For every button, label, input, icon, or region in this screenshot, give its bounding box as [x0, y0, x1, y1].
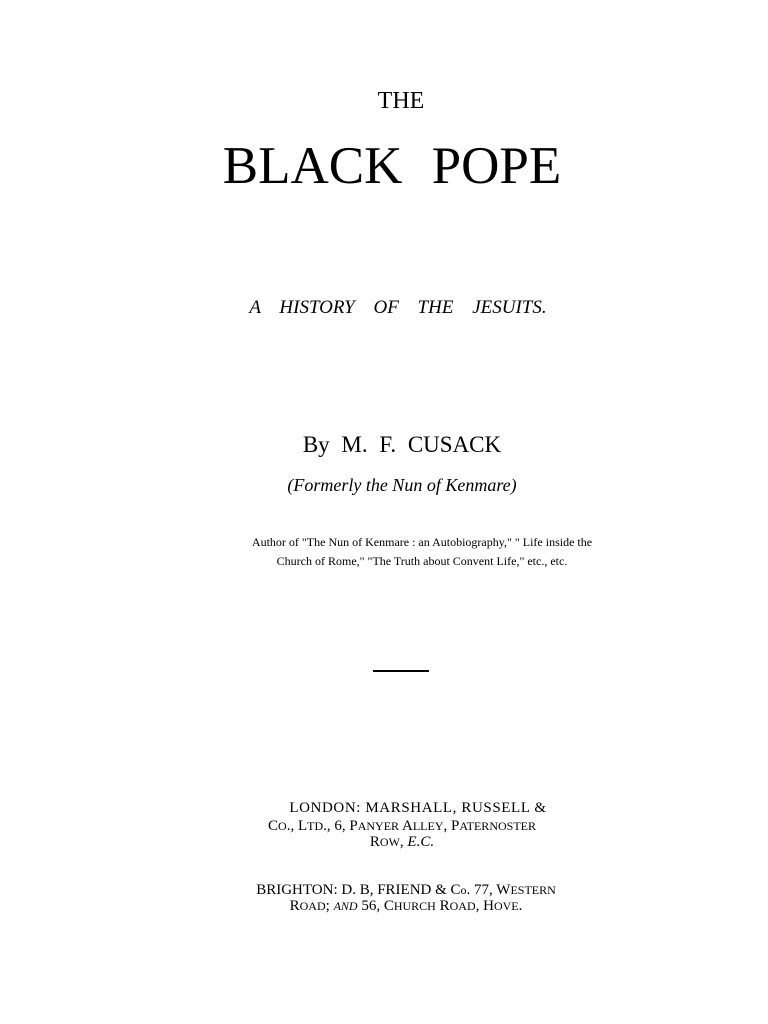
small-caps-segment: ESTERN	[510, 883, 556, 897]
author-former-title: (Formerly the Nun of Kenmare)	[287, 475, 517, 495]
small-caps-segment: TD	[307, 819, 324, 833]
horizontal-rule	[373, 670, 429, 672]
text-segment: ;	[325, 898, 334, 914]
text-segment: C	[268, 818, 279, 834]
text-segment: ., L	[286, 818, 308, 834]
text-segment: .	[518, 898, 523, 914]
publisher-brighton-line-1	[22, 883, 768, 898]
small-caps-segment: o	[460, 883, 467, 897]
text-segment: R	[289, 898, 300, 914]
text-segment: . 77, W	[466, 882, 511, 898]
text-segment: , P	[443, 818, 460, 834]
small-caps-segment: LLEY	[412, 819, 444, 833]
publisher-london-line-2	[18, 819, 768, 834]
text-segment: ,	[399, 834, 408, 850]
book-title: BLACK POPE	[222, 137, 562, 195]
small-caps-segment: ATERNOSTER	[459, 819, 536, 833]
author-line: By M. F. CUSACK	[302, 432, 502, 457]
small-caps-segment: HURCH	[393, 899, 436, 913]
text-segment: 56, C	[357, 898, 394, 914]
text-segment: A	[399, 818, 413, 834]
title-article: THE	[377, 88, 425, 114]
text-segment: ., 6, P	[323, 818, 358, 834]
italic-small-caps-segment: AND	[333, 899, 358, 913]
author-works-line-1: Author of "The Nun of Kenmare : an Autobiography," " Life inside the	[251, 535, 593, 549]
publisher-london-line-3	[18, 835, 768, 850]
text-segment: , H	[475, 898, 494, 914]
small-caps-segment: ANYER	[357, 819, 400, 833]
text-segment: R	[435, 898, 450, 914]
book-subtitle: A HISTORY OF THE JESUITS.	[249, 297, 547, 318]
small-caps-segment: OAD	[449, 899, 476, 913]
small-caps-segment: OVE	[493, 899, 519, 913]
author-works-line-2: Church of Rome," "The Truth about Convent Life," etc., etc.	[276, 554, 568, 568]
small-caps-segment: O	[278, 819, 287, 833]
small-caps-segment: OW	[379, 835, 400, 849]
text-segment: BRIGHTON: D. B, FRIEND & C	[256, 882, 461, 898]
italic-segment: E.C.	[407, 834, 435, 850]
small-caps-segment: OAD	[299, 899, 326, 913]
publisher-brighton-line-2	[22, 899, 768, 914]
text-segment: R	[369, 834, 380, 850]
publisher-london-line-1: LONDON: MARSHALL, RUSSELL &	[289, 800, 547, 816]
